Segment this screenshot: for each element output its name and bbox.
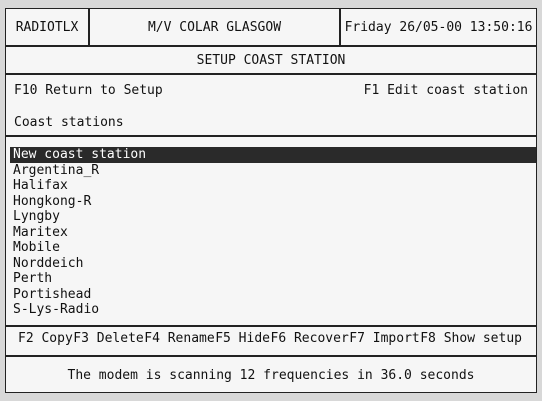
- return-to-setup-key[interactable]: F10 Return to Setup: [14, 83, 163, 98]
- shortcut-bar: [14, 83, 528, 98]
- section-label: Coast stations: [14, 115, 124, 130]
- function-key-4[interactable]: F4 Rename: [144, 331, 215, 346]
- divider: [6, 355, 536, 357]
- coast-station-list: [10, 147, 536, 318]
- date-time: Friday 26/05-00 13:50:16: [344, 19, 533, 35]
- list-item[interactable]: Maritex: [13, 224, 68, 240]
- list-item[interactable]: Perth: [13, 271, 53, 286]
- terminal-screen: [5, 8, 537, 393]
- list-item[interactable]: Mobile: [13, 240, 60, 255]
- vessel-name: M/V COLAR GLASGOW: [90, 9, 341, 45]
- list-item[interactable]: Hongkong-R: [13, 193, 92, 209]
- list-item[interactable]: Argentina_R: [13, 162, 100, 178]
- title-bar: [6, 9, 536, 47]
- list-item[interactable]: Lyngby: [13, 209, 60, 224]
- list-item[interactable]: Portishead: [13, 286, 92, 302]
- divider: [6, 135, 536, 137]
- function-key-7[interactable]: F7 Import: [349, 331, 420, 346]
- function-key-3[interactable]: F3 Delete: [73, 331, 144, 346]
- function-key-6[interactable]: F6 Recover: [270, 331, 349, 346]
- list-item[interactable]: Norddeich: [13, 255, 84, 271]
- function-key-bar: [18, 331, 522, 346]
- function-key-5[interactable]: F5 Hide: [215, 331, 270, 346]
- app-name: RADIOTLX: [6, 9, 90, 45]
- status-message: The modem is scanning 12 frequencies in 36.0 seconds: [67, 367, 475, 383]
- page-title: SETUP COAST STATION: [6, 47, 536, 75]
- list-item[interactable]: Halifax: [13, 178, 68, 193]
- divider: [6, 325, 536, 327]
- list-item[interactable]: S-Lys-Radio: [13, 302, 100, 317]
- function-key-8[interactable]: F8 Show setup: [420, 331, 522, 346]
- function-key-2[interactable]: F2 Copy: [18, 331, 73, 346]
- edit-coast-station-key[interactable]: F1 Edit coast station: [363, 83, 528, 98]
- list-item-selected[interactable]: New coast station: [10, 147, 536, 163]
